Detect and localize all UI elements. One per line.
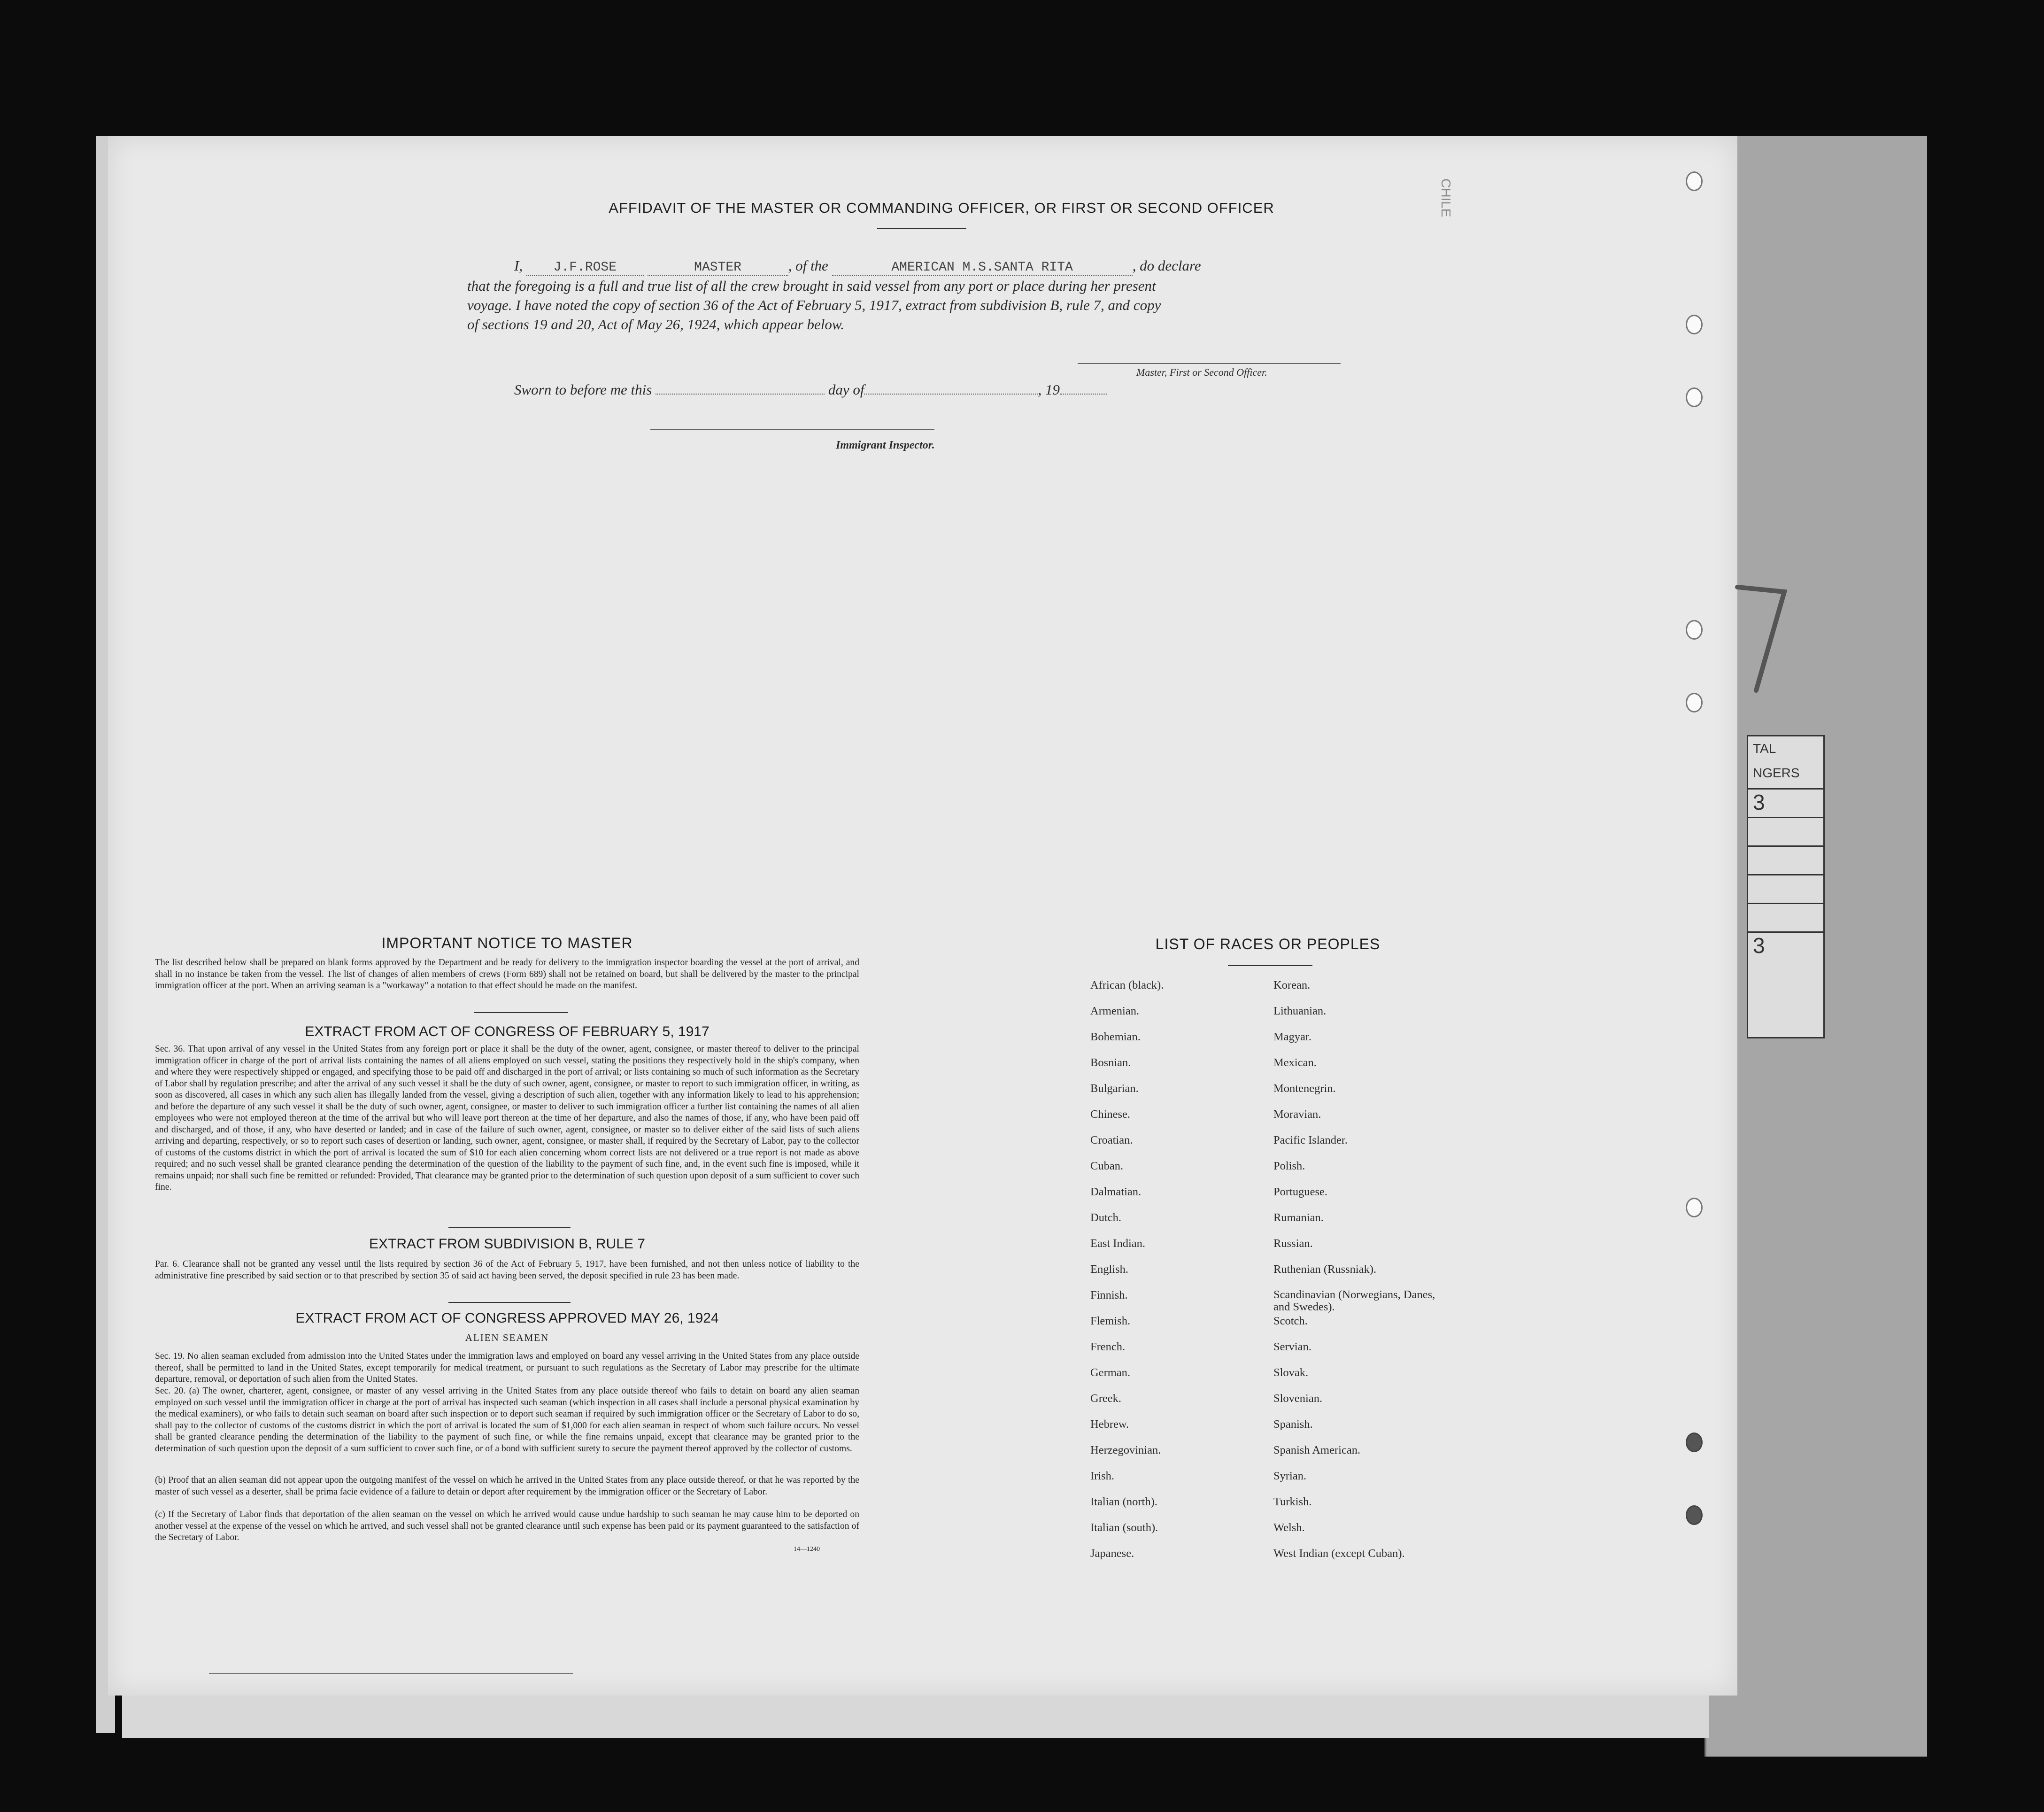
affidavit-line-1 xyxy=(514,257,1201,276)
race-item: East Indian. xyxy=(1090,1237,1146,1250)
race-item: German. xyxy=(1090,1366,1131,1379)
race-item: Armenian. xyxy=(1090,1005,1140,1017)
manifest-page xyxy=(108,136,1737,1696)
race-item: Rumanian. xyxy=(1273,1211,1324,1224)
affidavit-line-4: of sections 19 and 20, Act of May 26, 1924, which appear below. xyxy=(467,316,845,333)
form-number: 14—1240 xyxy=(794,1546,820,1553)
sworn-line xyxy=(514,381,1107,398)
race-item: Moravian. xyxy=(1273,1108,1321,1121)
vessel-name: AMERICAN M.S.SANTA RITA xyxy=(891,260,1073,275)
master-rank: MASTER xyxy=(694,260,741,275)
affidavit-line-3: voyage. I have noted the copy of section 36 of the Act of February 5, 1917, extract from subdivision B, rule 7, and copy xyxy=(467,297,1161,313)
rule7-body: Par. 6. Clearance shall not be granted any vessel until the lists required by section 36 of the Act of February 5, 1917, have been furnished, and not then unless notice of liability to the administrative fine prescribed by said section or to that prescribed by section 35 of said act having been served, the deposit specified in rule 23 has been made. xyxy=(155,1259,859,1281)
passenger-box-row: 3 xyxy=(1748,790,1823,818)
inspector-label: Immigrant Inspector. xyxy=(836,439,935,451)
race-item: Croatian. xyxy=(1090,1134,1133,1146)
race-item: Welsh. xyxy=(1273,1521,1305,1534)
race-item: Bosnian. xyxy=(1090,1056,1131,1069)
race-item: Mexican. xyxy=(1273,1056,1317,1069)
extract-1924-sec20c: (c) If the Secretary of Labor finds that deportation of the alien seaman on the vessel on which he arrived would cause undue hardship to such seaman he may cause him to be deported on another vessel at the expense of the vessel on which he arrived, and such vessel shall not be granted clearance until such expense has been paid or its payment guaranteed to the satisfaction of the Secretary of Labor. xyxy=(155,1510,859,1542)
race-item: Spanish. xyxy=(1273,1418,1313,1431)
race-item: Polish. xyxy=(1273,1160,1305,1172)
extract-1917-body: Sec. 36. That upon arrival of any vessel in the United States from any foreign port or place it shall be the duty of the owner, agent, consignee, or master thereof to deliver to the principal immigration officer in charge of the port of arrival lists containing the names of all aliens employed on such vessel, stating the positions they respectively hold in the ship's company, when and where they were respectively shipped or engaged, and specifying those to be paid off and discharged in the port of arrival; or lists containing so much of such information as the Secretary of Labor shall by regulation prescribe; and after the arrival of any such vessel it shall be the duty of such owner, agent, consignee, or master to report to such immigration officer, in writing, as soon as discovered, all cases in which any such alien has illegally landed from the vessel, giving a description of such alien, together with any information likely to lead to his apprehension; and before the departure of any such vessel it shall be the duty of such owner, agent, consignee, or master to deliver to such immigration officer a further list containing the names of all alien employees who were not employed thereon at the time of the arrival but who will leave port thereon at the time of her departure, and also the names of those, if any, who have been paid off and discharged, and of those, if any, who have deserted or landed; and in case of the failure of such owner, agent, consignee, or master so to deliver either of the said lists of such aliens arriving and departing, respectively, or so to report such cases of desertion or landing, such owner, agent, consignee, or master shall, if required by the Secretary of Labor, pay to the collector of customs of the customs district in which the port of arrival is located the sum of $10 for each alien concerning whom correct lists are not delivered or a true report is not made as above required; and no such vessel shall be granted clearance pending the determination of the question of the liability to the payment of such fine, and, in the event such fine is imposed, while it remains unpaid; nor shall such fine be remitted or refunded: Provided, That clearance may be granted prior to the determination of such question upon deposit of a sum sufficient to cover such fine. xyxy=(155,1044,859,1192)
inspector-signature-line xyxy=(650,429,934,430)
race-item: Flemish. xyxy=(1090,1315,1131,1327)
affidavit-i: I, xyxy=(514,257,523,274)
passenger-box-header-line1: TAL xyxy=(1753,741,1776,756)
passenger-total-box xyxy=(1747,735,1825,1038)
race-item: Greek. xyxy=(1090,1392,1121,1405)
race-item: Korean. xyxy=(1273,979,1311,991)
signature-label: Master, First or Second Officer. xyxy=(1136,366,1267,378)
races-title: LIST OF RACES OR PEOPLES xyxy=(1155,936,1381,952)
race-item: Japanese. xyxy=(1090,1547,1134,1560)
race-item: Finnish. xyxy=(1090,1289,1128,1301)
notice-title: IMPORTANT NOTICE TO MASTER xyxy=(381,935,633,952)
pencil-mark-icon xyxy=(1719,578,1794,700)
section-divider xyxy=(448,1227,571,1228)
race-item: Hebrew. xyxy=(1090,1418,1129,1431)
race-item: Servian. xyxy=(1273,1340,1311,1353)
passenger-box-header-line2: NGERS xyxy=(1753,766,1800,780)
master-name: J.F.ROSE xyxy=(553,260,617,275)
race-item: West Indian (except Cuban). xyxy=(1273,1547,1405,1560)
race-item: Slovak. xyxy=(1273,1366,1309,1379)
race-item: Bulgarian. xyxy=(1090,1082,1139,1095)
extract-1924-title: EXTRACT FROM ACT OF CONGRESS APPROVED MAY 26, 1924 xyxy=(295,1310,719,1326)
race-item: Ruthenian (Russniak). xyxy=(1273,1263,1377,1276)
punch-hole-icon xyxy=(1686,171,1703,191)
race-item: Montenegrin. xyxy=(1273,1082,1336,1095)
punch-hole-icon xyxy=(1686,1198,1703,1217)
section-divider xyxy=(474,1012,568,1013)
rank-field xyxy=(648,257,788,276)
notice-body: The list described below shall be prepared on blank forms approved by the Department and be ready for delivery to the immigration inspector boarding the vessel at the port of arrival, and shall in no instance be taken from the vessel. The list of changes of alien members of crews (Form 689) shall not be retained on board, but shall be delivered by the master to the principal immigration officer at the port. When an arriving seaman is a "workaway" a notation to that effect should be made on the manifest. xyxy=(155,958,859,991)
passenger-box-header xyxy=(1748,736,1823,790)
race-item: Portuguese. xyxy=(1273,1185,1327,1198)
signature-line xyxy=(1078,363,1341,364)
affidavit-of: , of the xyxy=(788,257,828,274)
rule7-title: EXTRACT FROM SUBDIVISION B, RULE 7 xyxy=(369,1236,645,1252)
punch-hole-icon xyxy=(1686,387,1703,407)
race-item: English. xyxy=(1090,1263,1128,1276)
punch-hole-icon xyxy=(1686,693,1703,712)
sworn-month-field xyxy=(864,394,1038,395)
margin-stamp: CHILE xyxy=(1439,178,1453,217)
punch-hole-icon xyxy=(1686,315,1703,334)
race-item: Syrian. xyxy=(1273,1470,1307,1482)
race-item: Russian. xyxy=(1273,1237,1313,1250)
race-item: Scotch. xyxy=(1273,1315,1308,1327)
race-item: Scandinavian (Norwegians, Danes, and Swedes). xyxy=(1273,1288,1435,1313)
race-item: Magyar. xyxy=(1273,1030,1311,1043)
passenger-box-row: 3 xyxy=(1753,933,1765,958)
race-item: Herzegovinian. xyxy=(1090,1444,1161,1456)
race-item: Turkish. xyxy=(1273,1495,1312,1508)
passenger-box-row xyxy=(1748,904,1823,933)
passenger-box-row xyxy=(1748,847,1823,875)
race-item: Pacific Islander. xyxy=(1273,1134,1348,1146)
sworn-day-of: day of xyxy=(828,381,864,398)
affidavit-line-2: that the foregoing is a full and true list of all the crew brought in said vessel from any port or place during her present xyxy=(467,278,1156,294)
extract-1924-sec20b: (b) Proof that an alien seaman did not appear upon the outgoing manifest of the vessel on which he arrived in the United States from any place outside thereof, or that he was reported by the master of such vessel as a deserter, shall be prima facie evidence of a failure to detain or deport after requirement by the immigration officer or the Secretary of Labor. xyxy=(155,1475,859,1497)
extract-1917-title: EXTRACT FROM ACT OF CONGRESS OF FEBRUARY 5, 1917 xyxy=(305,1024,710,1039)
name-field xyxy=(526,257,644,276)
extract-1924-subtitle: ALIEN SEAMEN xyxy=(465,1332,549,1343)
race-item: French. xyxy=(1090,1340,1126,1353)
punch-hole-icon xyxy=(1686,1505,1703,1525)
passenger-box-row xyxy=(1748,818,1823,847)
race-item: Dalmatian. xyxy=(1090,1185,1142,1198)
sworn-day-field xyxy=(656,394,825,395)
race-item: Dutch. xyxy=(1090,1211,1121,1224)
race-item: Lithuanian. xyxy=(1273,1005,1327,1017)
race-item: Cuban. xyxy=(1090,1160,1124,1172)
race-item: Italian (north). xyxy=(1090,1495,1157,1508)
bottom-rule xyxy=(209,1673,573,1674)
sworn-text: Sworn to before me this xyxy=(514,381,652,398)
race-item: Bohemian. xyxy=(1090,1030,1141,1043)
vessel-field xyxy=(832,257,1133,276)
race-item: Chinese. xyxy=(1090,1108,1131,1121)
race-item: Slovenian. xyxy=(1273,1392,1323,1405)
sworn-year: , 19 xyxy=(1038,381,1060,398)
race-item: Irish. xyxy=(1090,1470,1115,1482)
extract-1924-sec20a: Sec. 20. (a) The owner, charterer, agent, consignee, or master of any vessel arriving in the United States from any place outside thereof who fails to detain on board any alien seaman employed on such vessel until the immigration officer in charge at the port of arrival has inspected such seaman (which inspection in all cases shall include a personal physical examination by the medical examiners), or who fails to detain such seaman on board after such inspection or to deport such seaman if required by such immigration officer or the Secretary of Labor to do so, shall pay to the collector of customs of the customs district in which the port of arrival is located the sum of $1,000 for each alien seaman in respect of whom such failure occurs. No vessel shall be granted clearance pending the determination of the liability to the payment of such fine, or while the fine remains unpaid, except that clearance may be granted prior to the determination of such question upon the deposit of a sum sufficient to cover such fine, or of a bond with sufficient surety to secure the payment thereof approved by the collector of customs. xyxy=(155,1386,859,1454)
sworn-year-field xyxy=(1060,394,1107,395)
races-divider xyxy=(1228,965,1312,966)
title-divider xyxy=(877,228,966,229)
passenger-box-row xyxy=(1748,875,1823,904)
punch-hole-icon xyxy=(1686,1433,1703,1452)
race-item: African (black). xyxy=(1090,979,1164,991)
punch-hole-icon xyxy=(1686,620,1703,640)
extract-1924-sec19: Sec. 19. No alien seaman excluded from admission into the United States under the immigration laws and employed on board any vessel arriving in the United States from any place outside thereof, shall be permitted to land in the United States, except temporarily for medical treatment, or pursuant to such regulations as the Secretary of Labor may prescribe for the ultimate departure, removal, or deportation of such alien from the United States. xyxy=(155,1351,859,1384)
affidavit-declare: , do declare xyxy=(1132,257,1201,274)
section-divider xyxy=(448,1302,571,1303)
race-item: Spanish American. xyxy=(1273,1444,1361,1456)
race-item: Italian (south). xyxy=(1090,1521,1158,1534)
affidavit-title: AFFIDAVIT OF THE MASTER OR COMMANDING OFFICER, OR FIRST OR SECOND OFFICER xyxy=(609,200,1274,216)
